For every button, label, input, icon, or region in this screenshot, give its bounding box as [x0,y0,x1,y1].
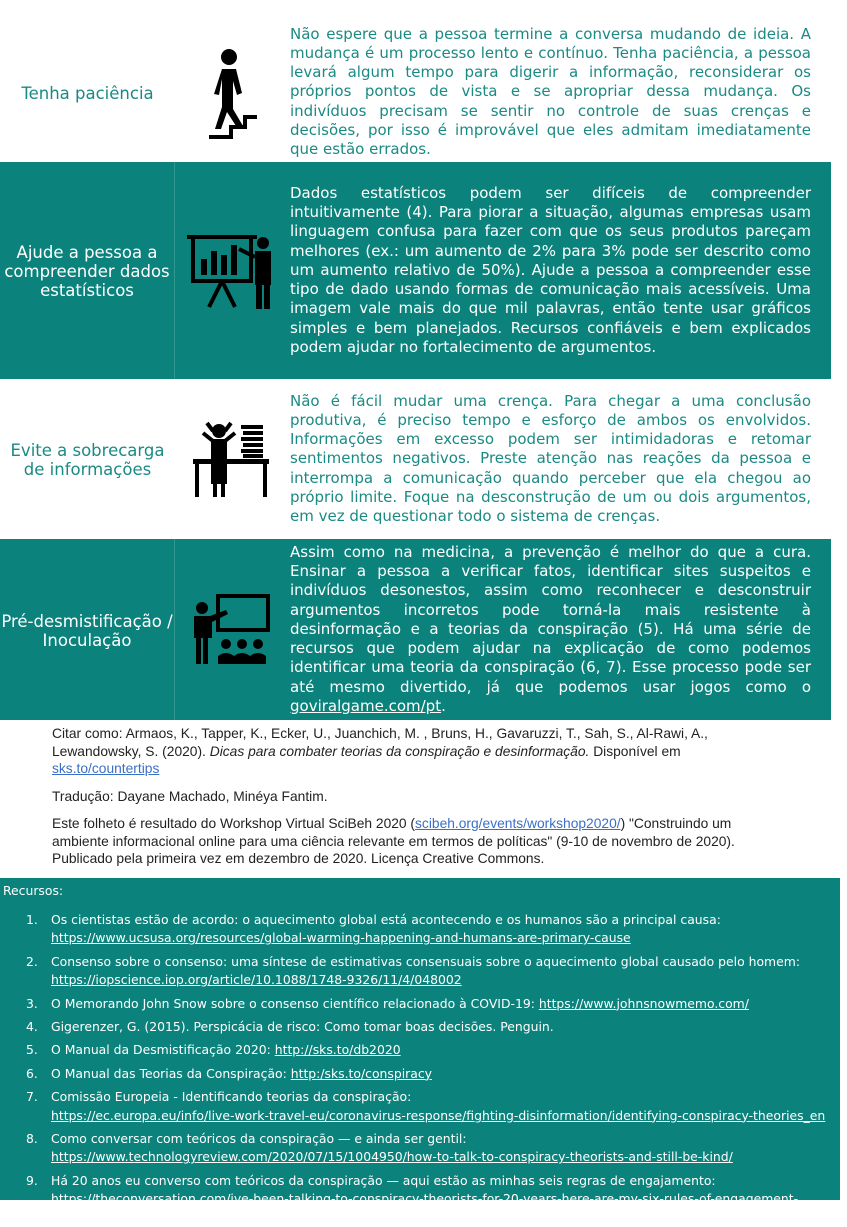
list-item [0,1018,840,1036]
list-item-number: 4. [26,1019,38,1035]
tip-text: Não é fácil mudar uma crença. Para chegar a uma conclusão produtiva, é preciso tempo e esforço de ambos os envolvidos. Informações em excesso podem ser intimidadoras e retomar sentimentos negativos. Preste atenção nas reações da pessoa e interrompa a comunicação quando perceber que ela chegou ao próprio limite. Foque na desconstrução de um ou dois argumentos, em vez de questionar todo o sistema de crenças. [290,391,811,525]
list-item-text: Comissão Europeia - Identificando teorias da conspiração: [51,1089,412,1105]
resource-link[interactable]: https://www.technologyreview.com/2020/07/15/1004950/how-to-talk-to-conspiracy-theorists-and-still-be-kind/ [51,1149,733,1165]
resource-link[interactable]: https://www.ucsusa.org/resources/global-warming-happening-and-humans-are-primary-cause [51,930,631,946]
list-item-text: Consenso sobre o consenso: uma síntese de estimativas consensuais sobre o aquecimento global causado pelo homem: [51,953,800,969]
list-item-body [50,995,840,1013]
resources-list [0,911,840,1227]
resource-link[interactable]: https://www.johnsnowmemo.com/ [538,995,749,1011]
tip-row-patience [0,22,831,162]
tip-title: Evite a sobrecarga de informações [10,441,165,479]
list-item-number: 7. [26,1089,38,1105]
teacher-classroom-icon [175,539,287,720]
scibeh-link[interactable]: scibeh.org/events/workshop2020/ [415,816,621,831]
list-item-body [50,1041,840,1059]
list-item-text: Os cientistas estão de acordo: o aquecimento global está acontecendo e os humanos são a principal causa: [51,912,721,927]
list-item [0,1041,840,1059]
list-item-text: O Manual das Teorias da Conspiração: [51,1065,291,1081]
list-item-body [50,911,840,948]
list-item-number: 2. [26,953,38,969]
overwhelmed-person-desk-icon [175,379,287,539]
translation-credit: Tradução: Dayane Machado, Minéya Fantim. [52,788,328,804]
list-item [0,911,840,948]
list-item-text: O Manual da Desmistificação 2020: [51,1042,275,1058]
list-item-text: Como conversar com teóricos da conspiração — e ainda ser gentil: [51,1131,467,1147]
list-item-body [50,1065,840,1083]
tip-text: Não espere que a pessoa termine a conversa mudando de ideia. A mudança é um processo lento e contínuo. Tenha paciência, a pessoa levará algum tempo para digerir a informação, reconsiderar os próprios pontos de vista e se apropriar dessa mudança. Os indivíduos precisam se sentir no controle de suas crenças e decisões, por isso é improvável que eles admitam imediatamente que estão errados. [290,24,811,158]
list-item-number: 1. [26,912,38,927]
list-item-body [50,1018,840,1036]
tip-title: Pré-desmistificação / Inoculação [0,539,175,720]
list-item [0,1172,840,1227]
resource-link[interactable]: https://ec.europa.eu/info/live-work-travel-eu/coronavirus-response/fighting-disinformation/identifying-conspiracy-theories_en [51,1107,826,1123]
list-item-body [50,953,840,990]
list-item-number: 9. [26,1172,38,1188]
tip-row-statistics [0,162,831,379]
list-item [0,1088,840,1125]
citation-text: Citar como: Armaos, K., Tapper, K., Ecker, U., Juanchich, M. , Bruns, H., Gavaruzzi, T., Sah, S., Al-Rawi, A., Lewandowsky, S. (2020). Dicas para combater teorias da conspiração e desinformação. Disponível em sks.to/countertips [52,726,708,776]
list-item-number: 3. [26,995,38,1011]
resources-section [0,878,840,1225]
resource-link[interactable]: http:/sks.to/conspiracy [290,1065,432,1081]
countertips-link[interactable]: sks.to/countertips [52,761,160,776]
tip-text: Dados estatísticos podem ser difíceis de compreender intuitivamente (4). Para piorar a situação, algumas empresas usam linguagem confusa para fazer com que os seus produtos pareçam melhores (ex.: um aumento de 2% para 3% pode ser descrito como um aumento relativo de 50%). Ajude a pessoa a compreender esse tipo de dado usando formas de comunicação mais acessíveis. Uma imagem vale mais do que mil palavras, então tente usar gráficos simples e bem planejados. Recursos confiáveis e bem explicados podem ajudar no fortalecimento de argumentos. [290,184,811,356]
list-item-number: 8. [26,1131,38,1147]
list-item-text: Gigerenzer, G. (2015). Perspicácia de risco: Como tomar boas decisões. Penguin. [51,1019,554,1035]
list-item [0,1065,840,1083]
list-item [0,995,840,1013]
list-item-number: 5. [26,1042,38,1058]
list-item-text: Há 20 anos eu converso com teóricos da conspiração — aqui estão as minhas seis regras de engajamento: [51,1172,716,1188]
resource-link[interactable]: https://theconversation.com/ive-been-talking-to-conspiracy-theorists-for-20-years-here-are-my-six-rules-of-engagement-143132 [51,1191,799,1225]
tip-row-information-overload [0,379,831,539]
citation-block [52,725,782,878]
resource-link[interactable]: http://sks.to/db2020 [274,1042,401,1058]
list-item-text: O Memorando John Snow sobre o consenso científico relacionado à COVID-19: [51,995,539,1011]
tip-row-prebunking [0,539,831,720]
goviralgame-link[interactable]: goviralgame.com/pt [290,696,442,715]
resources-heading: Recursos: [3,883,64,898]
list-item-number: 6. [26,1065,38,1081]
list-item-body [50,1088,840,1125]
tip-title: Tenha paciência [21,83,154,103]
tip-title: Ajude a pessoa a compreender dados estatísticos [0,162,175,379]
person-climbing-stairs-icon [175,22,287,162]
presentation-chart-icon [175,162,287,379]
list-item-body [50,1172,840,1227]
list-item-body [50,1130,840,1167]
list-item [0,1130,840,1167]
resource-link[interactable]: https://iopscience.iop.org/article/10.1088/1748-9326/11/4/048002 [51,972,462,988]
list-item [0,953,840,990]
tip-text: Assim como na medicina, a prevenção é melhor do que a cura. Ensinar a pessoa a verificar fatos, identificar sites suspeitos e indivíduos desonestos, assim como reconhecer e desconstruir argumentos incorretos pode torná-la mais resistente à desinformação e a teorias da conspiração (5). Há uma série de recursos que podem ajudar na explicação de como podemos identificar uma teoria da conspiração (6, 7). Esse processo pode ser até mesmo divertido, já que podemos usar jogos como o goviralgame.com/pt. [290,543,811,715]
workshop-note: Este folheto é resultado do Workshop Virtual SciBeh 2020 (scibeh.org/events/workshop2020/) "Construindo um ambiente informacional online para uma ciência relevante em termos de políticas" (9-10 de novembro de 2020). Publicado pela primeira vez em dezembro de 2020. Licença Creative Commons. [52,816,735,866]
